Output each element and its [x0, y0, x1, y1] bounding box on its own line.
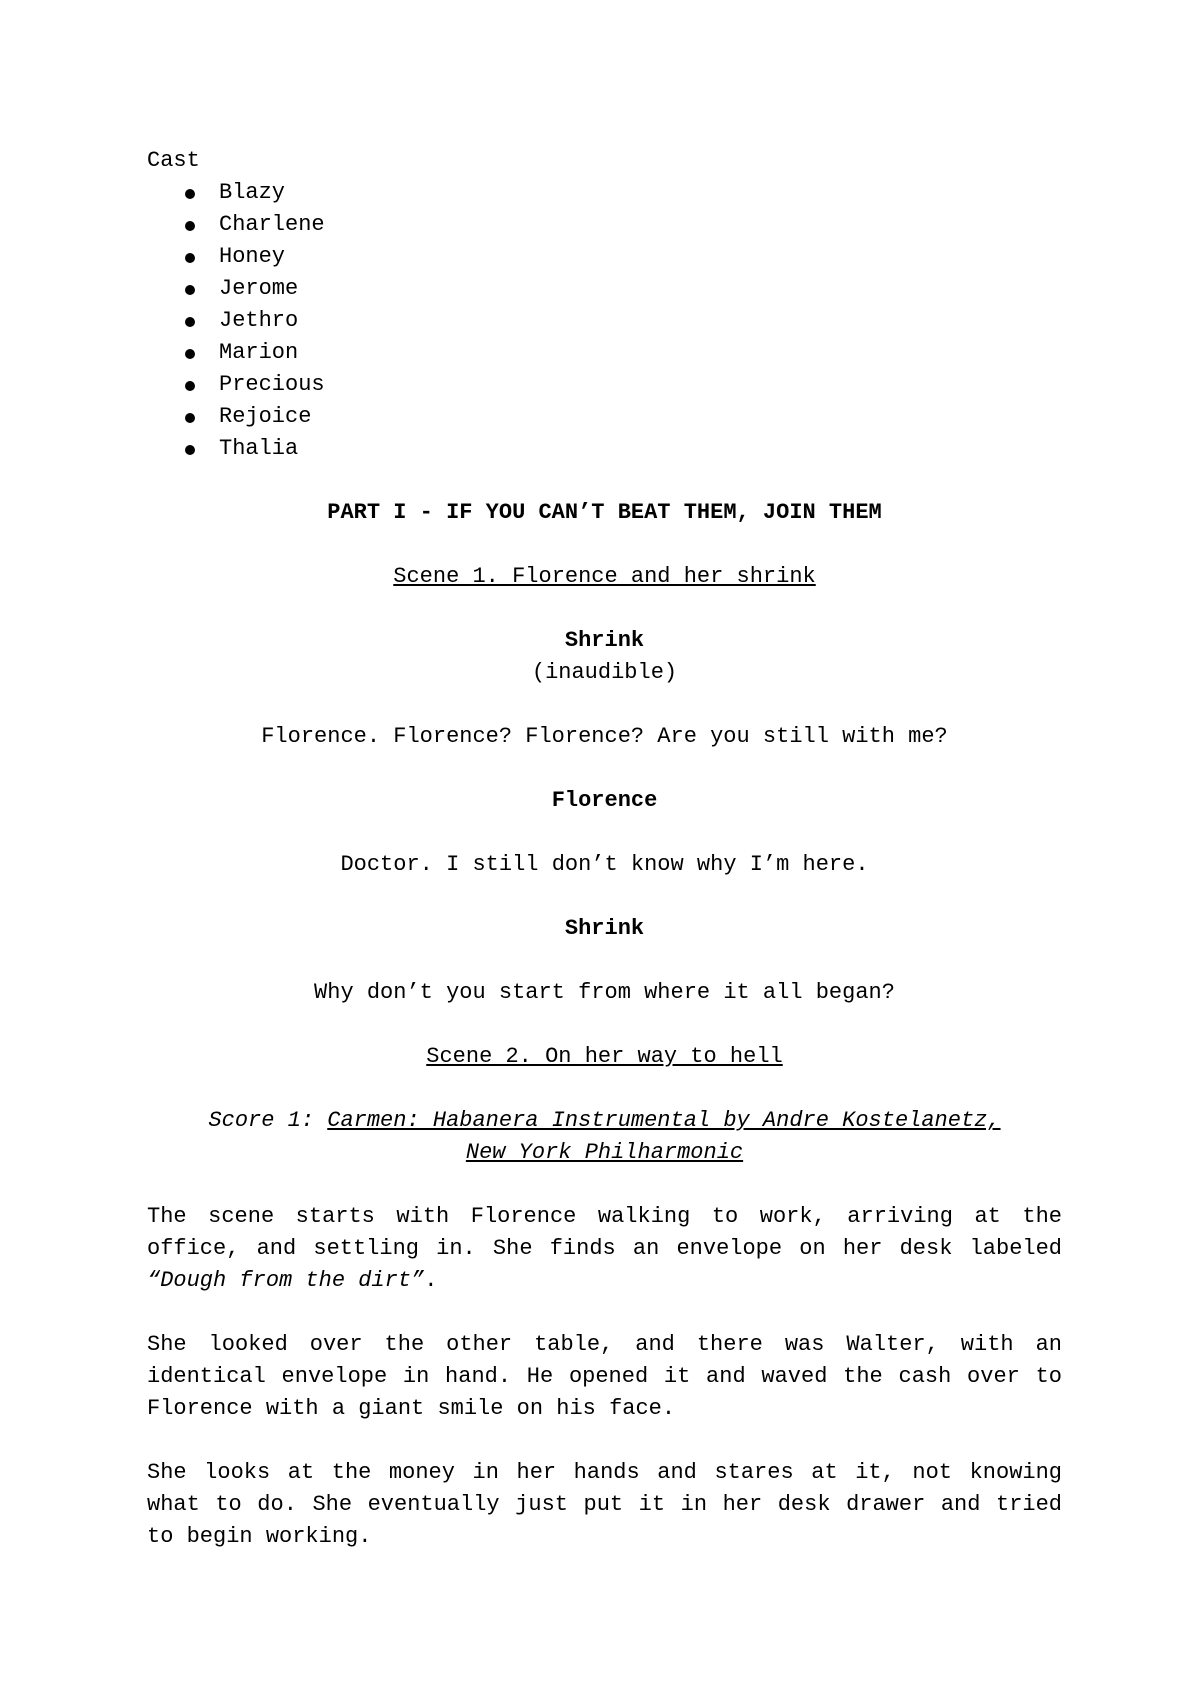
cast-member: Marion	[147, 337, 1062, 369]
cast-member: Blazy	[147, 177, 1062, 209]
cast-member: Jerome	[147, 273, 1062, 305]
cast-member: Precious	[147, 369, 1062, 401]
dialogue-line: Florence. Florence? Florence? Are you still with me?	[261, 724, 948, 749]
action-paragraph: She looks at the money in her hands and stares at it, not knowing what to do. She eventually just put it in her desk drawer and tried to begin working.	[147, 1460, 1062, 1549]
bullet-icon	[185, 349, 195, 359]
bullet-icon	[185, 253, 195, 263]
parenthetical: (inaudible)	[531, 660, 678, 685]
bullet-icon	[185, 413, 195, 423]
score-credit	[147, 1105, 1062, 1169]
part-title: PART I - IF YOU CAN’T BEAT THEM, JOIN THEM	[327, 500, 882, 525]
bullet-icon	[185, 189, 195, 199]
bullet-icon	[185, 285, 195, 295]
speaker-name: Florence	[551, 788, 658, 813]
cast-member: Honey	[147, 241, 1062, 273]
scene-1-heading: Scene 1. Florence and her shrink	[393, 564, 816, 589]
speaker-name: Shrink	[564, 916, 645, 941]
envelope-label: “Dough from the dirt”	[147, 1268, 425, 1293]
bullet-icon	[185, 221, 195, 231]
speaker-name: Shrink	[564, 628, 645, 653]
cast-member: Charlene	[147, 209, 1062, 241]
cast-heading: Cast	[147, 148, 200, 173]
scene-2-heading: Scene 2. On her way to hell	[426, 1044, 783, 1069]
cast-member: Jethro	[147, 305, 1062, 337]
action-paragraph: The scene starts with Florence walking to work, arriving at the office, and settling in. She finds an envelope on her desk labeled “Dough from the dirt”.	[147, 1204, 1062, 1293]
dialogue-line: Why don’t you start from where it all began?	[314, 980, 895, 1005]
cast-member: Thalia	[147, 433, 1062, 465]
score-title-continued: New York Philharmonic	[465, 1140, 744, 1165]
cast-list	[147, 177, 1062, 465]
score-title: Carmen: Habanera Instrumental by Andre Kostelanetz,	[327, 1108, 1001, 1133]
dialogue-line: Doctor. I still don’t know why I’m here.	[340, 852, 869, 877]
cast-member: Rejoice	[147, 401, 1062, 433]
bullet-icon	[185, 445, 195, 455]
bullet-icon	[185, 381, 195, 391]
action-paragraph: She looked over the other table, and there was Walter, with an identical envelope in hand. He opened it and waved the cash over to Florence with a giant smile on his face.	[147, 1332, 1062, 1421]
score-label: Score 1:	[208, 1108, 328, 1133]
bullet-icon	[185, 317, 195, 327]
script-content	[147, 145, 1062, 1553]
